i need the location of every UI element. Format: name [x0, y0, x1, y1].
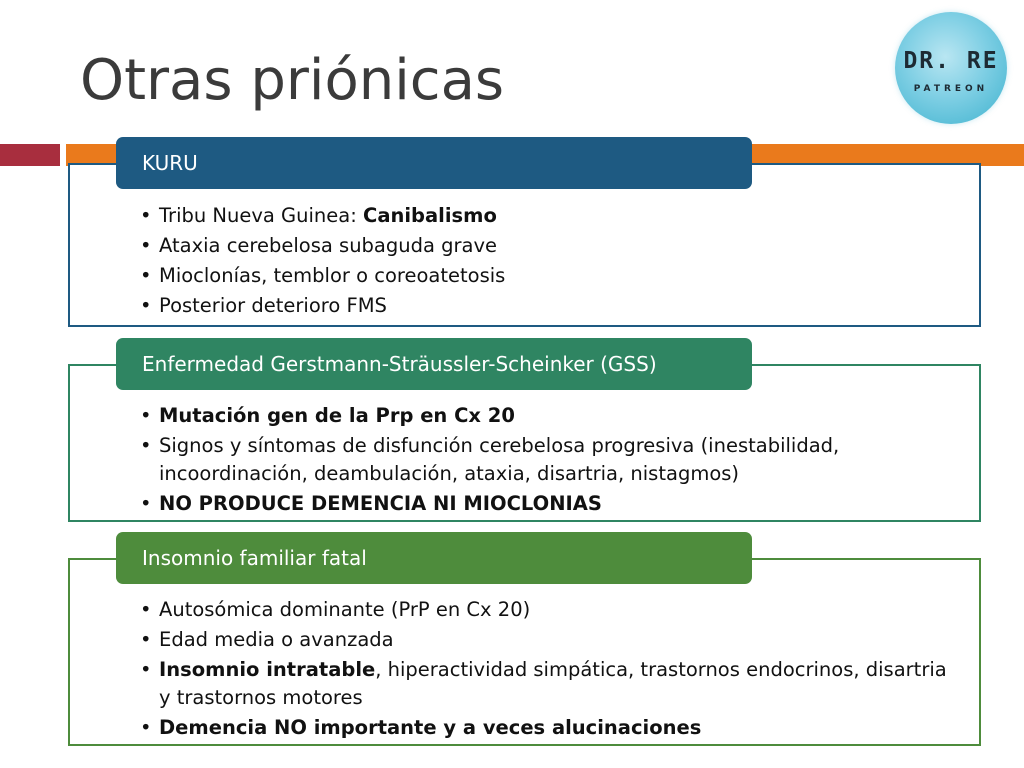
gss-bullet-list: [140, 402, 950, 520]
logo-main-text: DR. RE: [903, 48, 999, 74]
kuru-header: [116, 137, 752, 189]
slide-title: Otras priónicas: [80, 48, 505, 113]
list-item: • Insomnio intratable, hiperactividad simpática, trastornos endocrinos, disartria y trastornos motores: [140, 656, 950, 712]
kuru-header-label: KURU: [142, 151, 198, 175]
gss-header-label: Enfermedad Gerstmann-Sträussler-Scheinker (GSS): [142, 352, 657, 376]
gss-header: [116, 338, 752, 390]
list-item: • Posterior deterioro FMS: [140, 292, 950, 320]
list-item: • Edad media o avanzada: [140, 626, 950, 654]
iff-bullet-list: [140, 596, 950, 744]
list-item: • Mioclonías, temblor o coreoatetosis: [140, 262, 950, 290]
iff-header: [116, 532, 752, 584]
list-item: • Ataxia cerebelosa subaguda grave: [140, 232, 950, 260]
list-item: • Mutación gen de la Prp en Cx 20: [140, 402, 950, 430]
list-item: • NO PRODUCE DEMENCIA NI MIOCLONIAS: [140, 490, 950, 518]
list-item: • Autosómica dominante (PrP en Cx 20): [140, 596, 950, 624]
list-item: • Tribu Nueva Guinea: Canibalismo: [140, 202, 950, 230]
iff-header-label: Insomnio familiar fatal: [142, 546, 367, 570]
dr-re-patreon-logo: [895, 12, 1007, 124]
kuru-bullet-list: [140, 202, 950, 322]
accent-bar-red: [0, 144, 60, 166]
list-item: • Demencia NO importante y a veces alucinaciones: [140, 714, 950, 742]
logo-sub-text: PATREON: [913, 84, 989, 94]
list-item: • Signos y síntomas de disfunción cerebelosa progresiva (inestabilidad, incoordinación, deambulación, ataxia, disartria, nistagmos): [140, 432, 950, 488]
